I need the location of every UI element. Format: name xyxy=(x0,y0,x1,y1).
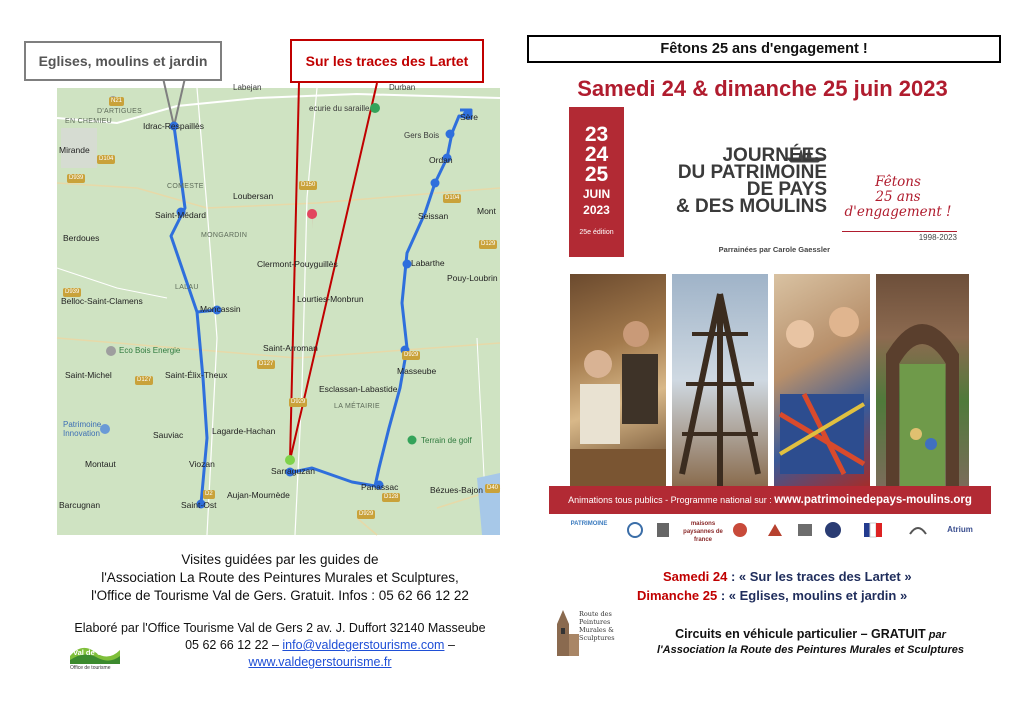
town-label: Viozan xyxy=(189,459,215,469)
strip-url: www.patrimoinedepays-moulins.org xyxy=(774,494,972,506)
road-label: D929 xyxy=(291,399,306,405)
poster-title-line-3: DE PAYS xyxy=(746,179,827,200)
office-contact xyxy=(100,638,540,652)
road-label: D104 xyxy=(445,195,460,201)
town-label: Mirande xyxy=(59,145,90,155)
town-label: ecurie du saraille xyxy=(309,104,370,113)
place-label: EN CHEMIEU xyxy=(65,118,112,125)
poster-years: 1998-2023 xyxy=(842,231,957,242)
partner-logo xyxy=(823,520,843,540)
town-label: Masseube xyxy=(397,366,437,376)
town-label: Lagarde-Hachan xyxy=(212,426,276,436)
callout-pointer-left xyxy=(163,78,174,126)
programme-day-2-label: Dimanche 25 xyxy=(637,588,718,603)
place-label: MONGARDIN xyxy=(201,232,248,239)
eco-bois-marker xyxy=(106,346,116,356)
programme-day-1-text: : « Sur les traces des Lartet » xyxy=(727,569,912,584)
route-map xyxy=(57,83,500,535)
road-label: D939 xyxy=(65,289,80,295)
road-label: N21 xyxy=(111,98,123,104)
partner-logo: maisons paysannes de france xyxy=(683,521,723,543)
town-label: Berdoues xyxy=(63,233,100,243)
town-label: Mont xyxy=(477,206,496,216)
anniversary-banner: Fêtons 25 ans d'engagement ! xyxy=(527,35,1001,63)
poster-year: 2023 xyxy=(583,203,610,217)
town-label: Saint-Michel xyxy=(65,370,112,380)
road-label: D929 xyxy=(359,511,374,517)
town-label: Belloc-Saint-Clamens xyxy=(61,296,143,306)
road-label: D40 xyxy=(487,485,499,491)
partner-logo xyxy=(765,520,785,540)
partner-logo xyxy=(795,520,815,540)
association-logo xyxy=(549,606,621,658)
poster-title-line-1: JOURNÉES xyxy=(722,145,827,166)
val-de-gers-logo xyxy=(70,642,120,676)
town-label: Ordan xyxy=(429,155,453,165)
partner-logo xyxy=(862,520,884,540)
circuits-par: par xyxy=(925,629,946,641)
callout-pointer-left-2 xyxy=(174,78,185,126)
poster-patron: Parrainées par Carole Gaessler xyxy=(718,245,830,254)
guides-line-3: l'Office de Tourisme Val de Gers. Gratuit. Infos : 05 62 66 12 22 xyxy=(91,588,469,603)
circuits-bold: Circuits en véhicule particulier – GRATUIT xyxy=(675,627,926,641)
town-label: Panassac xyxy=(361,482,399,492)
poster-fetons xyxy=(838,175,958,220)
road-label: D150 xyxy=(301,182,316,188)
partner-logo xyxy=(625,520,645,540)
town-label: Idrac-Respaillès xyxy=(143,121,204,131)
road-label: D129 xyxy=(481,241,496,247)
circuits-line-1 xyxy=(628,627,993,641)
road-label: D2 xyxy=(205,491,213,497)
place-label: LA MÉTAIRIE xyxy=(334,403,380,410)
poi-label: Eco Bois Energie xyxy=(119,346,181,355)
road-label: D127 xyxy=(137,377,152,383)
poster-programme-strip xyxy=(549,486,991,514)
road-label: D939 xyxy=(69,175,84,181)
poster-date-block xyxy=(569,107,624,257)
golf-marker xyxy=(408,436,417,445)
callout-lartet: Sur les traces des Lartet xyxy=(290,39,484,83)
route-marker-h xyxy=(431,179,440,188)
town-label: Saint-Arroman xyxy=(263,343,318,353)
town-label: Gers Bois xyxy=(404,131,440,140)
route-marker-green xyxy=(285,455,295,465)
photo-woodworking xyxy=(570,274,666,486)
town-label: Saint-Ost xyxy=(181,500,217,510)
callout-eglises: Eglises, moulins et jardin xyxy=(24,41,222,81)
office-phone: 05 62 66 12 22 – xyxy=(185,638,283,652)
office-website-link[interactable]: www.valdegerstourisme.fr xyxy=(248,655,392,669)
road-label: D127 xyxy=(259,361,274,367)
road-label: D128 xyxy=(384,494,399,500)
guides-line-2: l'Association La Route des Peintures Murales et Sculptures, xyxy=(101,570,459,585)
poster-title-line-4: & DES MOULINS xyxy=(676,196,827,217)
road-label: D929 xyxy=(404,352,419,358)
circuits-line-2: l'Association la Route des Peintures Murales et Sculptures xyxy=(656,644,965,656)
programme-day-2 xyxy=(637,588,907,603)
poster-day-24: 24 xyxy=(584,143,609,166)
partner-logo: Atrium xyxy=(947,525,973,534)
photo-stone-arch xyxy=(876,274,969,486)
town-label: Barcugnan xyxy=(59,500,101,510)
partner-logo xyxy=(908,520,928,540)
town-label: Saint-Élix-Theux xyxy=(165,370,228,380)
place-label: LALAU xyxy=(175,284,199,291)
poi-pin xyxy=(307,209,317,229)
guides-line-1: Visites guidées par les guides de xyxy=(181,552,379,567)
town-label: Saint-Médard xyxy=(155,210,207,220)
logo-name: Val de Gers xyxy=(73,648,114,657)
office-email-link[interactable]: info@valdegerstourisme.com xyxy=(282,638,445,652)
town-label: Moncassin xyxy=(200,304,241,314)
water-area xyxy=(477,473,500,535)
town-label: Sère xyxy=(460,112,478,122)
poi-label: Patrimoine Innovation xyxy=(63,420,102,438)
place-label: COMESTE xyxy=(167,183,204,190)
town-label: Seissan xyxy=(418,211,449,221)
programme-day-1 xyxy=(663,569,912,584)
town-label: Labarthe xyxy=(411,258,445,268)
town-label: Lourties-Monbrun xyxy=(297,294,364,304)
town-label: Clermont-Pouyguillès xyxy=(257,259,338,269)
poster-month: JUIN xyxy=(582,187,611,201)
patrimoine-marker xyxy=(100,424,110,434)
church-icon xyxy=(549,608,579,656)
partner-logo xyxy=(730,520,750,540)
partner-logo xyxy=(653,520,673,540)
town-label: Loubersan xyxy=(233,191,274,201)
town-label: Sarraguzan xyxy=(271,466,315,476)
event-dates-title: Samedi 24 & dimanche 25 juin 2023 xyxy=(577,76,948,101)
town-label: Labejan xyxy=(233,83,262,92)
partner-logo: PATRIMOINE xyxy=(570,521,608,527)
office-address: Elaboré par l'Office Tourisme Val de Gers 2 av. J. Duffort 32140 Masseube xyxy=(74,621,486,635)
programme-day-2-text: : « Eglises, moulins et jardin » xyxy=(717,588,908,603)
logo-subtitle: Office de tourisme xyxy=(70,665,111,671)
town-label: Pouy-Loubrin xyxy=(447,273,498,283)
town-label: Durban xyxy=(389,83,416,92)
route-marker-f xyxy=(446,130,455,139)
photo-children-stained-glass xyxy=(774,274,870,486)
programme-day-1-label: Samedi 24 xyxy=(663,569,728,584)
separator: – xyxy=(444,638,455,652)
town-label: Aujan-Mournède xyxy=(227,490,290,500)
town-label: Montaut xyxy=(85,459,116,469)
poster-day-25: 25 xyxy=(584,163,609,186)
poster-edition: 25e édition xyxy=(579,229,614,236)
town-label: Sauviac xyxy=(153,430,184,440)
poster-fetons-line-2: 25 ans xyxy=(875,189,921,205)
poster-day-23: 23 xyxy=(584,123,609,146)
association-logo-text: Route des Peintures Murales & Sculptures xyxy=(579,610,615,642)
poster-title-line-2: DU PATRIMOINE xyxy=(677,162,827,183)
ecurie-marker xyxy=(370,103,380,113)
poi-label: Terrain de golf xyxy=(421,436,472,445)
poster-title xyxy=(667,147,827,215)
poster-fetons-line-3: d'engagement ! xyxy=(844,204,952,220)
photo-windmill xyxy=(672,274,768,486)
town-label: Esclassan-Labastide xyxy=(319,384,398,394)
strip-prefix: Animations tous publics - Programme national sur : xyxy=(568,495,775,505)
road-label: D104 xyxy=(99,156,114,162)
town-label: Bézues-Bajon xyxy=(430,485,483,495)
place-label: D'ARTIGUES xyxy=(97,108,143,115)
poster-fetons-line-1: Fêtons xyxy=(875,174,921,190)
